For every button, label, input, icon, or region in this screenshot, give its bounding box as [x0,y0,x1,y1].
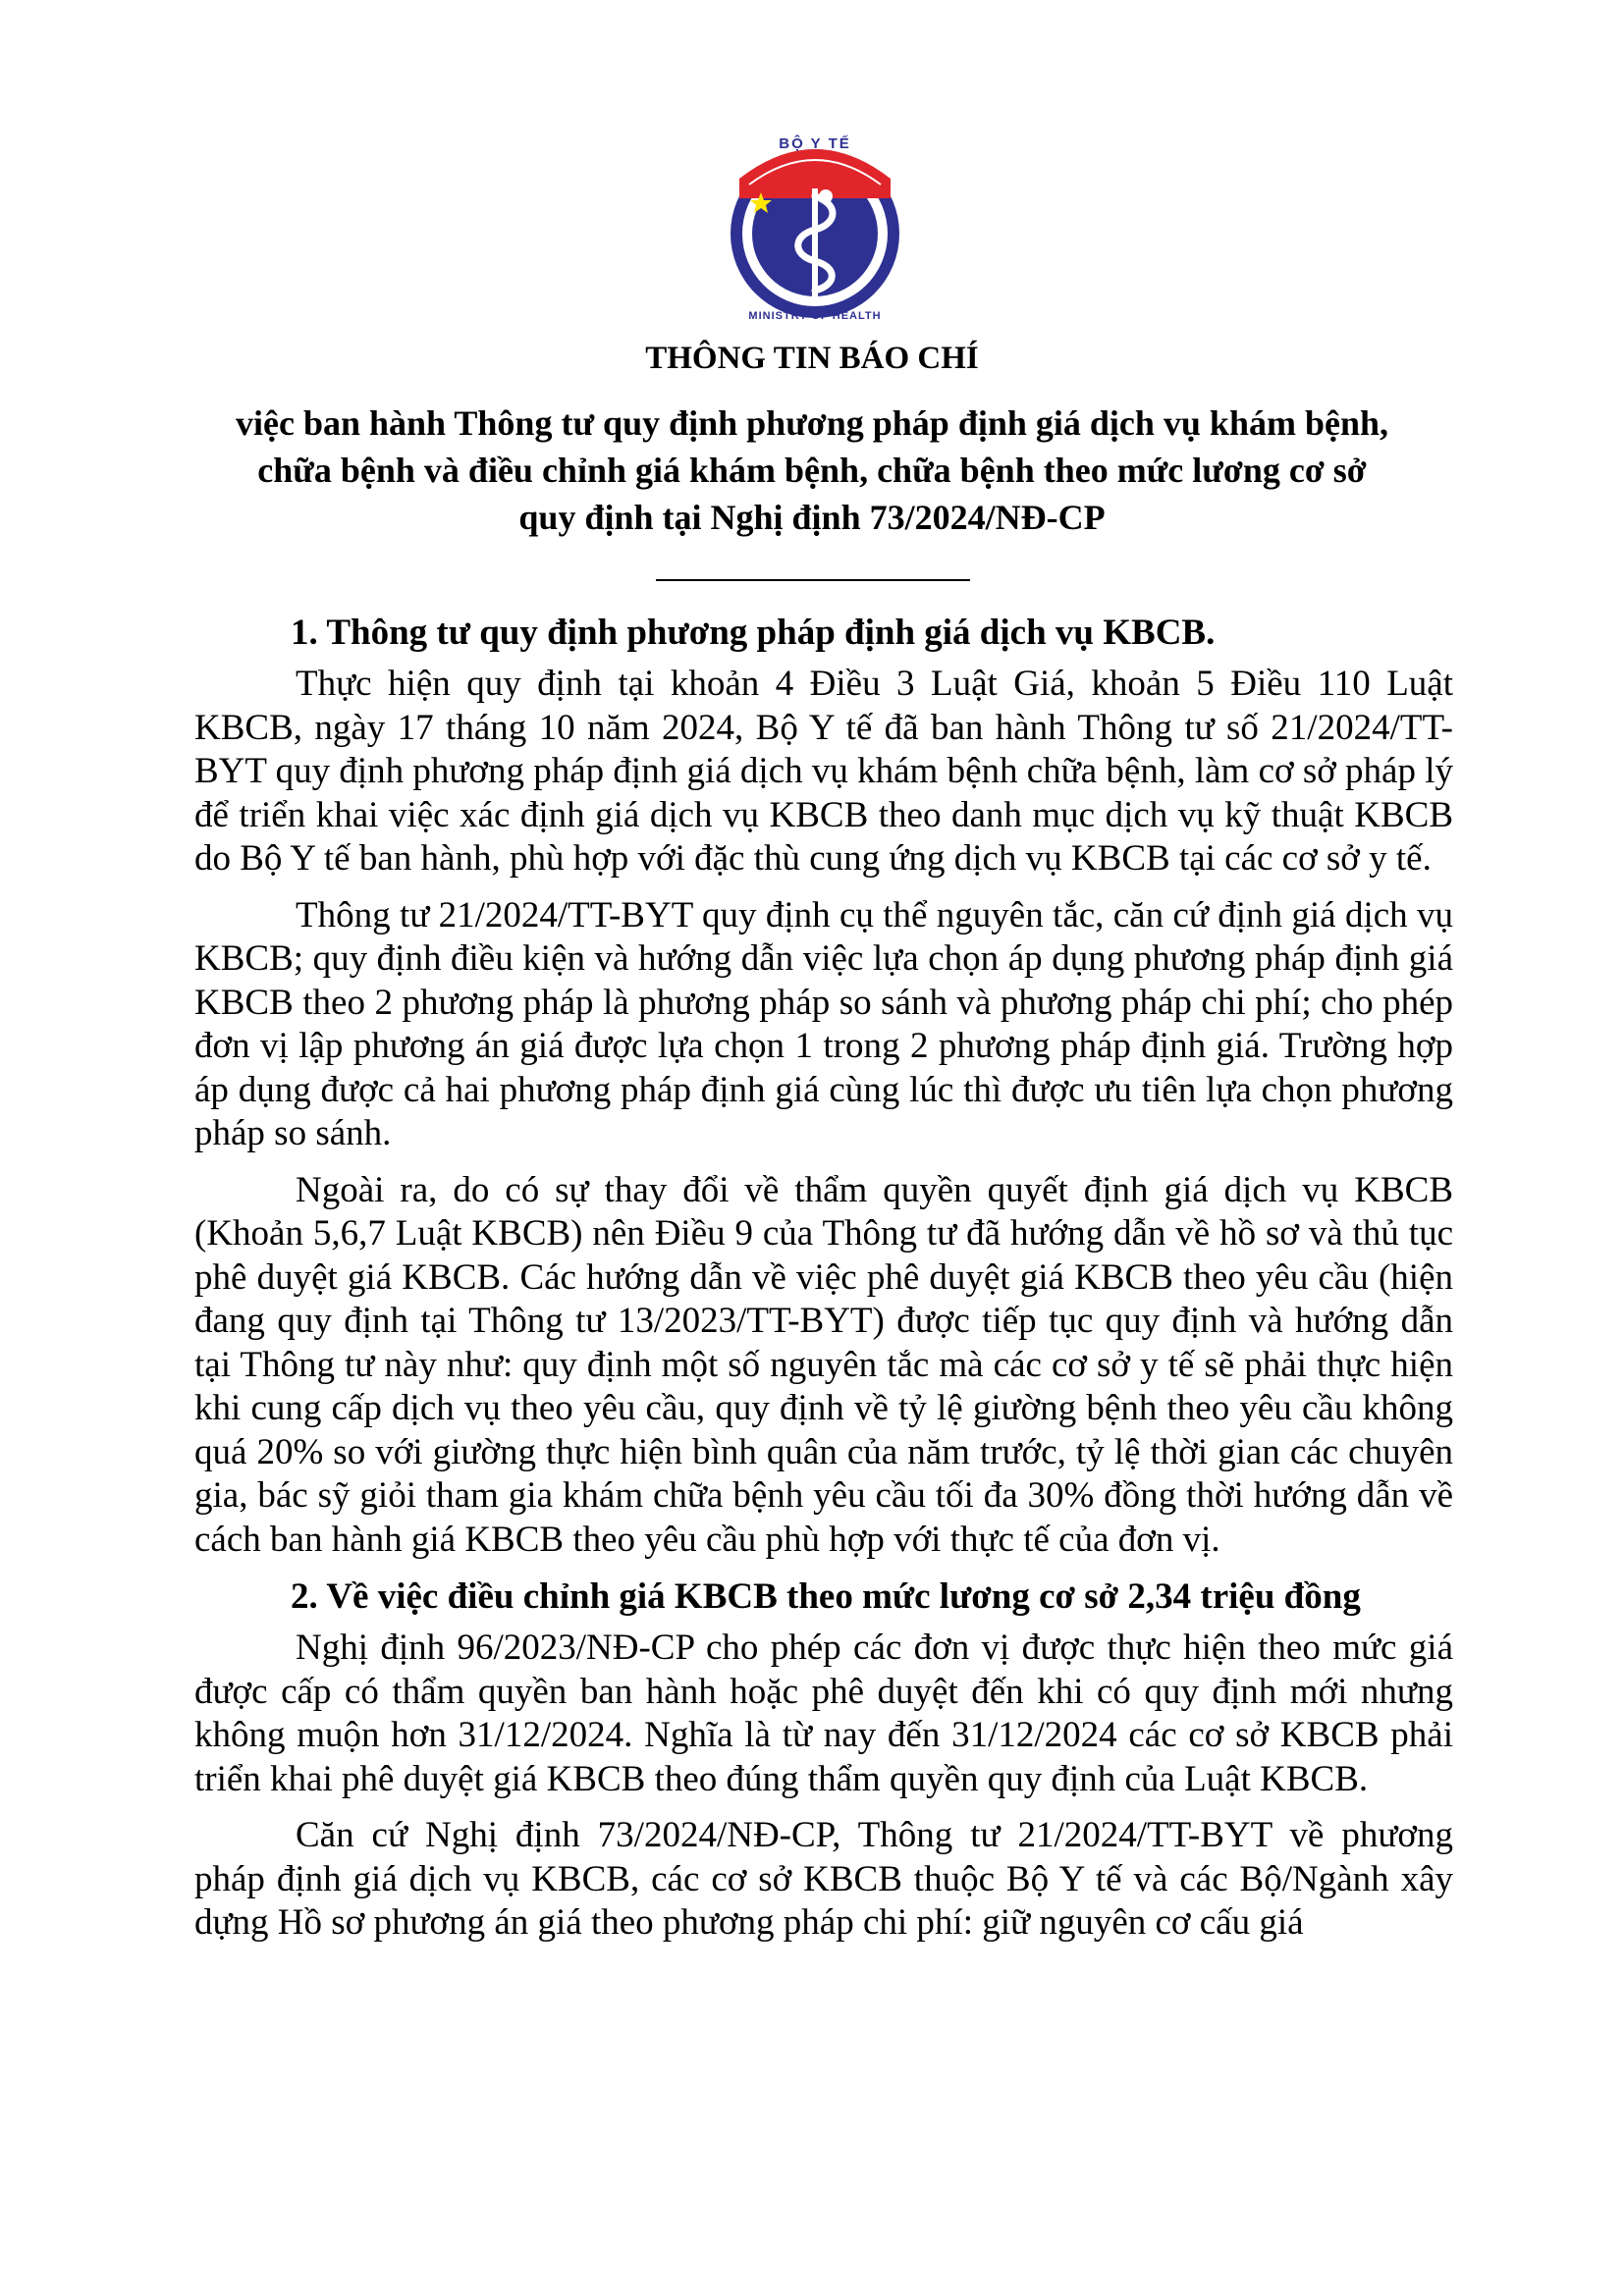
document-title: THÔNG TIN BÁO CHÍ [645,341,979,376]
logo-bottom-text: MINISTRY OF HEALTH [748,310,882,322]
paragraph: Ngoài ra, do có sự thay đổi về thẩm quyền quyết định giá dịch vụ KBCB (Khoản 5,6,7 Luật KBCB) nên Điều 9 của Thông tư đã hướng dẫn về hồ sơ và thủ tục phê duyệt giá KBCB. Các hướng dẫn về việc phê duyệt giá KBCB theo yêu cầu (hiện đang quy định tại Thông tư 13/2023/TT-BYT) được tiếp tục quy định và hướng dẫn tại Thông tư này như: quy định một số nguyên tắc mà các cơ sở y tế sẽ phải thực hiện khi cung cấp dịch vụ theo yêu cầu, quy định về tỷ lệ giường bệnh theo yêu cầu không quá 20% so với giường thực hiện bình quân của năm trước, tỷ lệ thời gian các chuyên gia, bác sỹ giỏi tham gia khám chữa bệnh yêu cầu tối đa 30% đồng thời hướng dẫn về cách ban hành giá KBCB theo yêu cầu phù hợp với thực tế của đơn vị. [194,1169,1453,1560]
subtitle-line: việc ban hành Thông tư quy định phương pháp định giá dịch vụ khám bệnh, [235,403,1389,443]
section-heading-1: 1. Thông tư quy định phương pháp định giá dịch vụ KBCB. [291,613,1216,653]
caduceus-emblem-icon [722,128,908,339]
document-subtitle [157,400,1467,541]
logo-top-text: BỘ Y TẾ [779,135,851,152]
ministry-of-health-logo [722,128,908,339]
subtitle-line: chữa bệnh và điều chỉnh giá khám bệnh, chữa bệnh theo mức lương cơ sở [257,451,1367,490]
paragraph: Căn cứ Nghị định 73/2024/NĐ-CP, Thông tư 21/2024/TT-BYT về phương pháp định giá dịch vụ KBCB, các cơ sở KBCB thuộc Bộ Y tế và các Bộ/Ngành xây dựng Hồ sơ phương án giá theo phương pháp chi phí: giữ nguyên cơ cấu giá [194,1815,1453,1943]
section-heading-2: 2. Về việc điều chỉnh giá KBCB theo mức lương cơ sở 2,34 triệu đồng [291,1576,1361,1617]
document-body [194,611,1453,1946]
subtitle-line: quy định tại Nghị định 73/2024/NĐ-CP [518,498,1106,537]
title-divider [656,579,970,581]
paragraph: Nghị định 96/2023/NĐ-CP cho phép các đơn vị được thực hiện theo mức giá được cấp có thẩm quyền ban hành hoặc phê duyệt đến khi có quy định mới nhưng không muộn hơn 31/12/2024. Nghĩa là từ nay đến 31/12/2024 các cơ sở KBCB phải triển khai phê duyệt giá KBCB theo đúng thẩm quyền quy định của Luật KBCB. [194,1628,1453,1799]
paragraph: Thông tư 21/2024/TT-BYT quy định cụ thể nguyên tắc, căn cứ định giá dịch vụ KBCB; quy định điều kiện và hướng dẫn việc lựa chọn áp dụng phương pháp định giá KBCB theo 2 phương pháp là phương pháp so sánh và phương pháp chi phí; cho phép đơn vị lập phương án giá được lựa chọn 1 trong 2 phương pháp định giá. Trường hợp áp dụng được cả hai phương pháp định giá cùng lúc thì được ưu tiên lựa chọn phương pháp so sánh. [194,894,1453,1153]
paragraph: Thực hiện quy định tại khoản 4 Điều 3 Luật Giá, khoản 5 Điều 110 Luật KBCB, ngày 17 tháng 10 năm 2024, Bộ Y tế đã ban hành Thông tư số 21/2024/TT-BYT quy định phương pháp định giá dịch vụ khám bệnh chữa bệnh, làm cơ sở pháp lý để triển khai việc xác định giá dịch vụ KBCB theo danh mục dịch vụ kỹ thuật KBCB do Bộ Y tế ban hành, phù hợp với đặc thù cung ứng dịch vụ KBCB tại các cơ sở y tế. [194,664,1453,879]
